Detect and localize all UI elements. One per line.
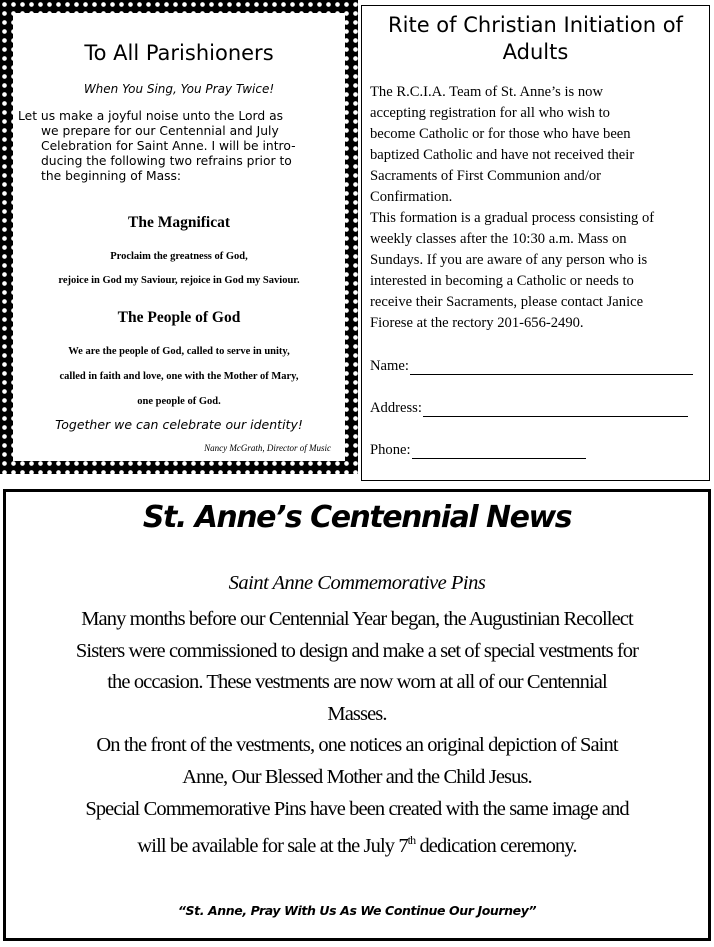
rcia-body-line: The R.C.I.A. Team of St. Anne’s is now bbox=[370, 84, 604, 100]
hymn1-title: The Magnificat bbox=[127, 214, 231, 231]
intro-line: ducing the following two refrains prior to bbox=[41, 154, 292, 168]
news-line: Anne, Our Blessed Mother and the Child Jesus. bbox=[182, 765, 532, 788]
address-label: Address: bbox=[370, 400, 422, 416]
rcia-body-line: Sundays. If you are aware of any person who is bbox=[370, 252, 648, 268]
name-input-line[interactable] bbox=[410, 359, 693, 375]
rcia-body-line: This formation is a gradual process consisting of bbox=[370, 210, 655, 226]
hymn2-line: We are the people of God, called to serve in unity, bbox=[68, 346, 290, 357]
parishioners-tagline: Together we can celebrate our identity! bbox=[55, 417, 303, 432]
rcia-title-line: Rite of Christian Initiation of bbox=[388, 13, 683, 37]
news-line: Many months before our Centennial Year began, the Augustinian Recollect bbox=[81, 608, 633, 630]
rcia-body-line: weekly classes after the 10:30 a.m. Mass on bbox=[370, 231, 627, 247]
intro-line: Celebration for Saint Anne. I will be intro- bbox=[41, 139, 296, 153]
news-line: Special Commemorative Pins have been created with the same image and bbox=[85, 797, 629, 820]
rcia-body-line: receive their Sacraments, please contact Janice bbox=[370, 294, 644, 310]
hymn2-title: The People of God bbox=[117, 309, 241, 326]
rcia-body-line: accepting registration for all who wish to bbox=[370, 105, 610, 121]
hymn1-line: rejoice in God my Saviour, rejoice in God my Saviour. bbox=[58, 275, 300, 286]
rcia-body-line: baptized Catholic and have not received their bbox=[370, 147, 635, 163]
phone-input-line[interactable] bbox=[412, 443, 586, 459]
rcia-box bbox=[361, 5, 710, 481]
parishioners-title: To All Parishioners bbox=[84, 41, 274, 65]
news-line: Sisters were commissioned to design and make a set of special vestments for bbox=[75, 639, 639, 662]
centennial-news-box bbox=[3, 489, 711, 941]
news-line-last bbox=[6, 825, 708, 862]
intro-line: we prepare for our Centennial and July bbox=[41, 124, 279, 138]
news-subtitle: Saint Anne Commemorative Pins bbox=[228, 572, 486, 594]
news-quote: “St. Anne, Pray With Us As We Continue Our Journey” bbox=[177, 903, 537, 918]
news-line: On the front of the vestments, one notices an original depiction of Saint bbox=[96, 734, 618, 757]
intro-line: the beginning of Mass: bbox=[41, 169, 182, 183]
rcia-body-line: Fiorese at the rectory 201-656-2490. bbox=[370, 315, 584, 331]
news-last-after: dedication ceremony. bbox=[415, 834, 577, 857]
news-line: Masses. bbox=[327, 702, 387, 725]
parishioners-content bbox=[13, 13, 345, 461]
rcia-body-line: become Catholic or for those who have been bbox=[370, 126, 631, 142]
news-title: St. Anne’s Centennial News bbox=[142, 500, 572, 535]
rcia-body-line: Confirmation. bbox=[370, 189, 453, 205]
parishioners-box bbox=[0, 0, 358, 474]
parishioners-subtitle: When You Sing, You Pray Twice! bbox=[83, 82, 275, 96]
address-input-line[interactable] bbox=[423, 401, 688, 417]
hymn1-line: Proclaim the greatness of God, bbox=[110, 251, 248, 262]
hymn2-line: called in faith and love, one with the Mother of Mary, bbox=[59, 371, 299, 382]
rcia-title bbox=[362, 12, 709, 66]
name-label: Name: bbox=[370, 358, 409, 374]
news-body bbox=[6, 604, 708, 863]
name-field[interactable] bbox=[370, 358, 693, 375]
parishioners-signature: Nancy McGrath, Director of Music bbox=[204, 443, 331, 453]
phone-field[interactable] bbox=[370, 442, 586, 459]
hymn2-line: one people of God. bbox=[137, 396, 221, 407]
rcia-body bbox=[370, 82, 699, 334]
news-line: the occasion. These vestments are now worn at all of our Centennial bbox=[107, 671, 607, 694]
rcia-body-line: Sacraments of First Communion and/or bbox=[370, 168, 602, 184]
rcia-body-line: interested in becoming a Catholic or needs to bbox=[370, 273, 634, 289]
news-last-sup: th bbox=[407, 833, 416, 848]
intro-line: Let us make a joyful noise unto the Lord as bbox=[18, 109, 284, 123]
news-last-before: will be available for sale at the July 7 bbox=[137, 834, 408, 857]
address-field[interactable] bbox=[370, 400, 688, 417]
phone-label: Phone: bbox=[370, 442, 411, 458]
parishioners-intro bbox=[18, 109, 343, 184]
rcia-title-line: Adults bbox=[502, 40, 569, 64]
